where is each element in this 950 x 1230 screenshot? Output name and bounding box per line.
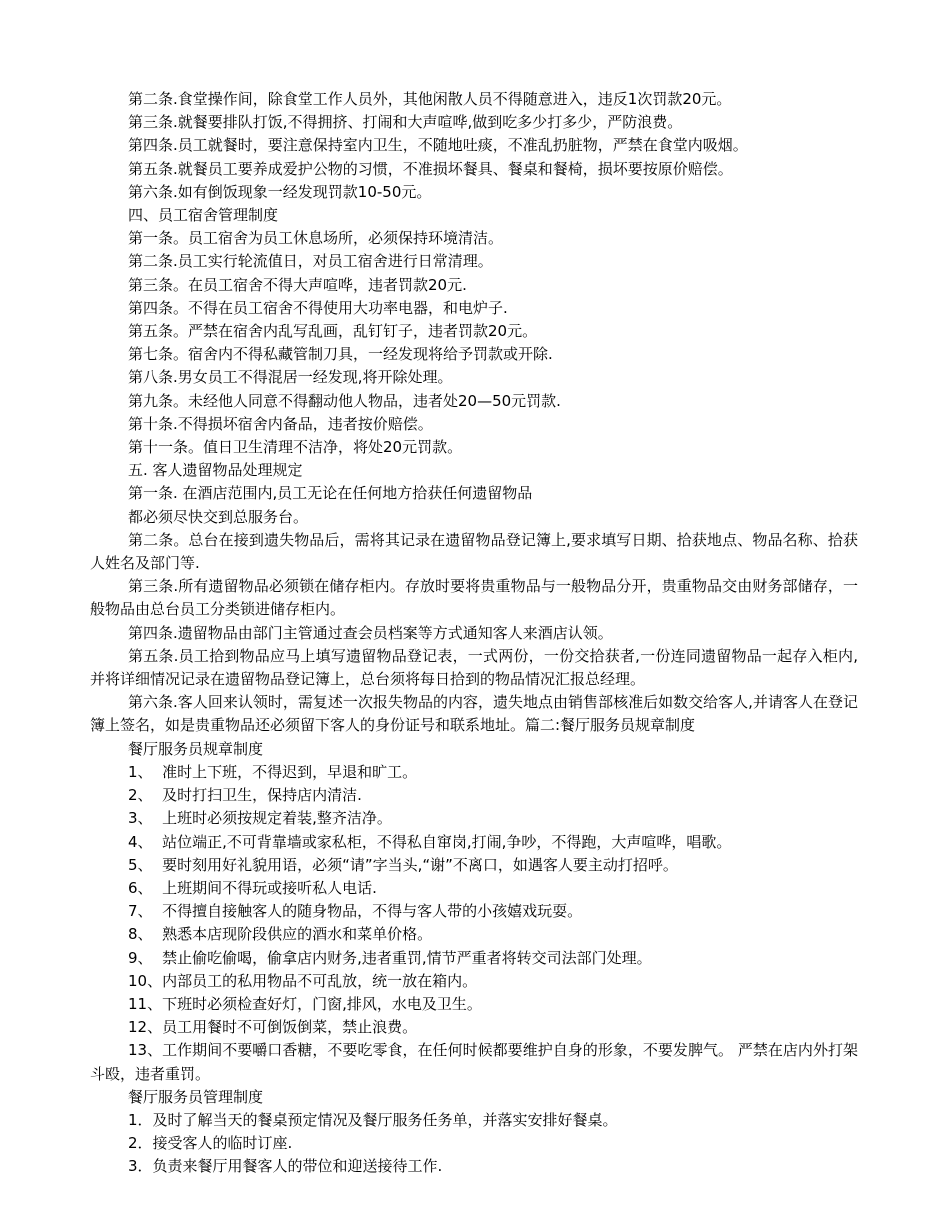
document-line: 7、 不得擅自接触客人的随身物品，不得与客人带的小孩嬉戏玩耍。 [128, 902, 583, 921]
document-paragraph: 13、工作期间不要嚼口香糖，不要吃零食，在任何时候都要维护自身的形象，不要发脾气。 严禁在店内外打架斗殴，违者重罚。 [90, 1041, 858, 1083]
document-line: 第一条. 在酒店范围内,员工无论在任何地方拾获任何遗留物品 [128, 484, 533, 503]
document-paragraph: 第六条.客人回来认领时，需复述一次报失物品的内容，遗失地点由销售部核准后如数交给客人,并请客人在登记簿上签名，如是贵重物品还必须留下客人的身份证号和联系地址。篇二:餐厅服务员规章制度 [90, 693, 858, 735]
document-line: 第五条.就餐员工要养成爱护公物的习惯，不准损坏餐具、餐桌和餐椅，损坏要按原价赔偿。 [128, 159, 733, 178]
document-line: 第二条.员工实行轮流值日，对员工宿舍进行日常清理。 [128, 252, 493, 271]
document-line: 第八条.男女员工不得混居一经发现,将开除处理。 [128, 368, 453, 387]
document-line: 8、 熟悉本店现阶段供应的酒水和菜单价格。 [128, 925, 433, 944]
document-line: 6、 上班期间不得玩或接听私人电话. [128, 878, 377, 897]
document-line: 餐厅服务员管理制度 [128, 1087, 264, 1106]
document-line: 12、员工用餐时不可倒饭倒菜，禁止浪费。 [128, 1018, 418, 1037]
document-line: 第十一条。值日卫生清理不洁净，将处20元罚款。 [128, 438, 463, 457]
document-line: 3、 上班时必须按规定着装,整齐洁净。 [128, 809, 392, 828]
document-line: 第二条.食堂操作间，除食堂工作人员外，其他闲散人员不得随意进入，违反1次罚款20元。 [128, 90, 732, 108]
document-line: 第五条。严禁在宿舍内乱写乱画，乱钉钉子，违者罚款20元。 [128, 322, 538, 341]
document-line: 11、下班时必须检查好灯，门窗,排风，水电及卫生。 [128, 994, 482, 1013]
document-line: 五. 客人遗留物品处理规定 [128, 461, 303, 480]
document-line: 都必须尽快交到总服务台。 [128, 507, 309, 526]
document-line: 2、 及时打扫卫生，保持店内清洁. [128, 786, 362, 805]
document-line: 9、 禁止偷吃偷喝，偷拿店内财务,违者重罚,情节严重者将转交司法部门处理。 [128, 948, 652, 967]
document-line: 第一条。员工宿舍为员工休息场所，必须保持环境清洁。 [128, 229, 504, 248]
document-line: 第三条.就餐要排队打饭,不得拥挤、打闹和大声喧哗,做到吃多少打多少，严防浪费。 [128, 113, 683, 132]
document-line: 第十条.不得损坏宿舍内备品，违者按价赔偿。 [128, 414, 433, 433]
document-line: 第四条.员工就餐时，要注意保持室内卫生，不随地吐痰，不准乱扔脏物，严禁在食堂内吸烟。 [128, 136, 748, 155]
document-line: 第七条。宿舍内不得私藏管制刀具，一经发现将给予罚款或开除. [128, 345, 553, 364]
document-line: 2．接受客人的临时订座. [128, 1134, 293, 1153]
document-line: 第九条。未经他人同意不得翻动他人物品，违者处20—50元罚款. [128, 391, 561, 410]
document-line: 1．及时了解当天的餐桌预定情况及餐厅服务任务单，并落实安排好餐桌。 [128, 1110, 618, 1129]
document-line: 3．负责来餐厅用餐客人的带位和迎送接待工作. [128, 1157, 443, 1176]
document-line: 第六条.如有倒饭现象一经发现罚款10-50元。 [128, 182, 432, 201]
document-paragraph: 第四条.遗留物品由部门主管通过查会员档案等方式通知客人来酒店认领。 [128, 623, 613, 642]
document-paragraph: 第五条.员工拾到物品应马上填写遗留物品登记表，一式两份，一份交拾获者,一份连同遗留物品一起存入柜内,并将详细情况记录在遗留物品登记簿上，总台须将每日拾到的物品情况汇报总经理。 [90, 646, 858, 689]
document-line: 餐厅服务员规章制度 [128, 739, 264, 758]
document-line: 4、 站位端正,不可背靠墙或家私柜，不得私自窜岗,打闹,争吵，不得跑，大声喧哗，唱歌。 [128, 832, 732, 851]
document-body [90, 88, 858, 1179]
document-paragraph: 第三条.所有遗留物品必须锁在储存柜内。存放时要将贵重物品与一般物品分开，贵重物品交由财务部储存，一般物品由总台员工分类锁进储存柜内。 [90, 577, 858, 619]
document-line: 第四条。不得在员工宿舍不得使用大功率电器，和电炉子. [128, 298, 508, 317]
document-line: 10、内部员工的私用物品不可乱放，统一放在箱内。 [128, 971, 478, 990]
document-line: 四、员工宿舍管理制度 [128, 206, 279, 225]
document-paragraph: 第二条。总台在接到遗失物品后，需将其记录在遗留物品登记簿上,要求填写日期、拾获地点、物品名称、拾获人姓名及部门等. [90, 530, 858, 573]
document-line: 5、 要时刻用好礼貌用语，必须“请”字当头,“谢”不离口，如遇客人要主动打招呼。 [128, 855, 678, 874]
document-line: 1、 准时上下班，不得迟到，早退和旷工。 [128, 762, 418, 781]
document-line: 第三条。在员工宿舍不得大声喧哗，违者罚款20元. [128, 275, 467, 294]
